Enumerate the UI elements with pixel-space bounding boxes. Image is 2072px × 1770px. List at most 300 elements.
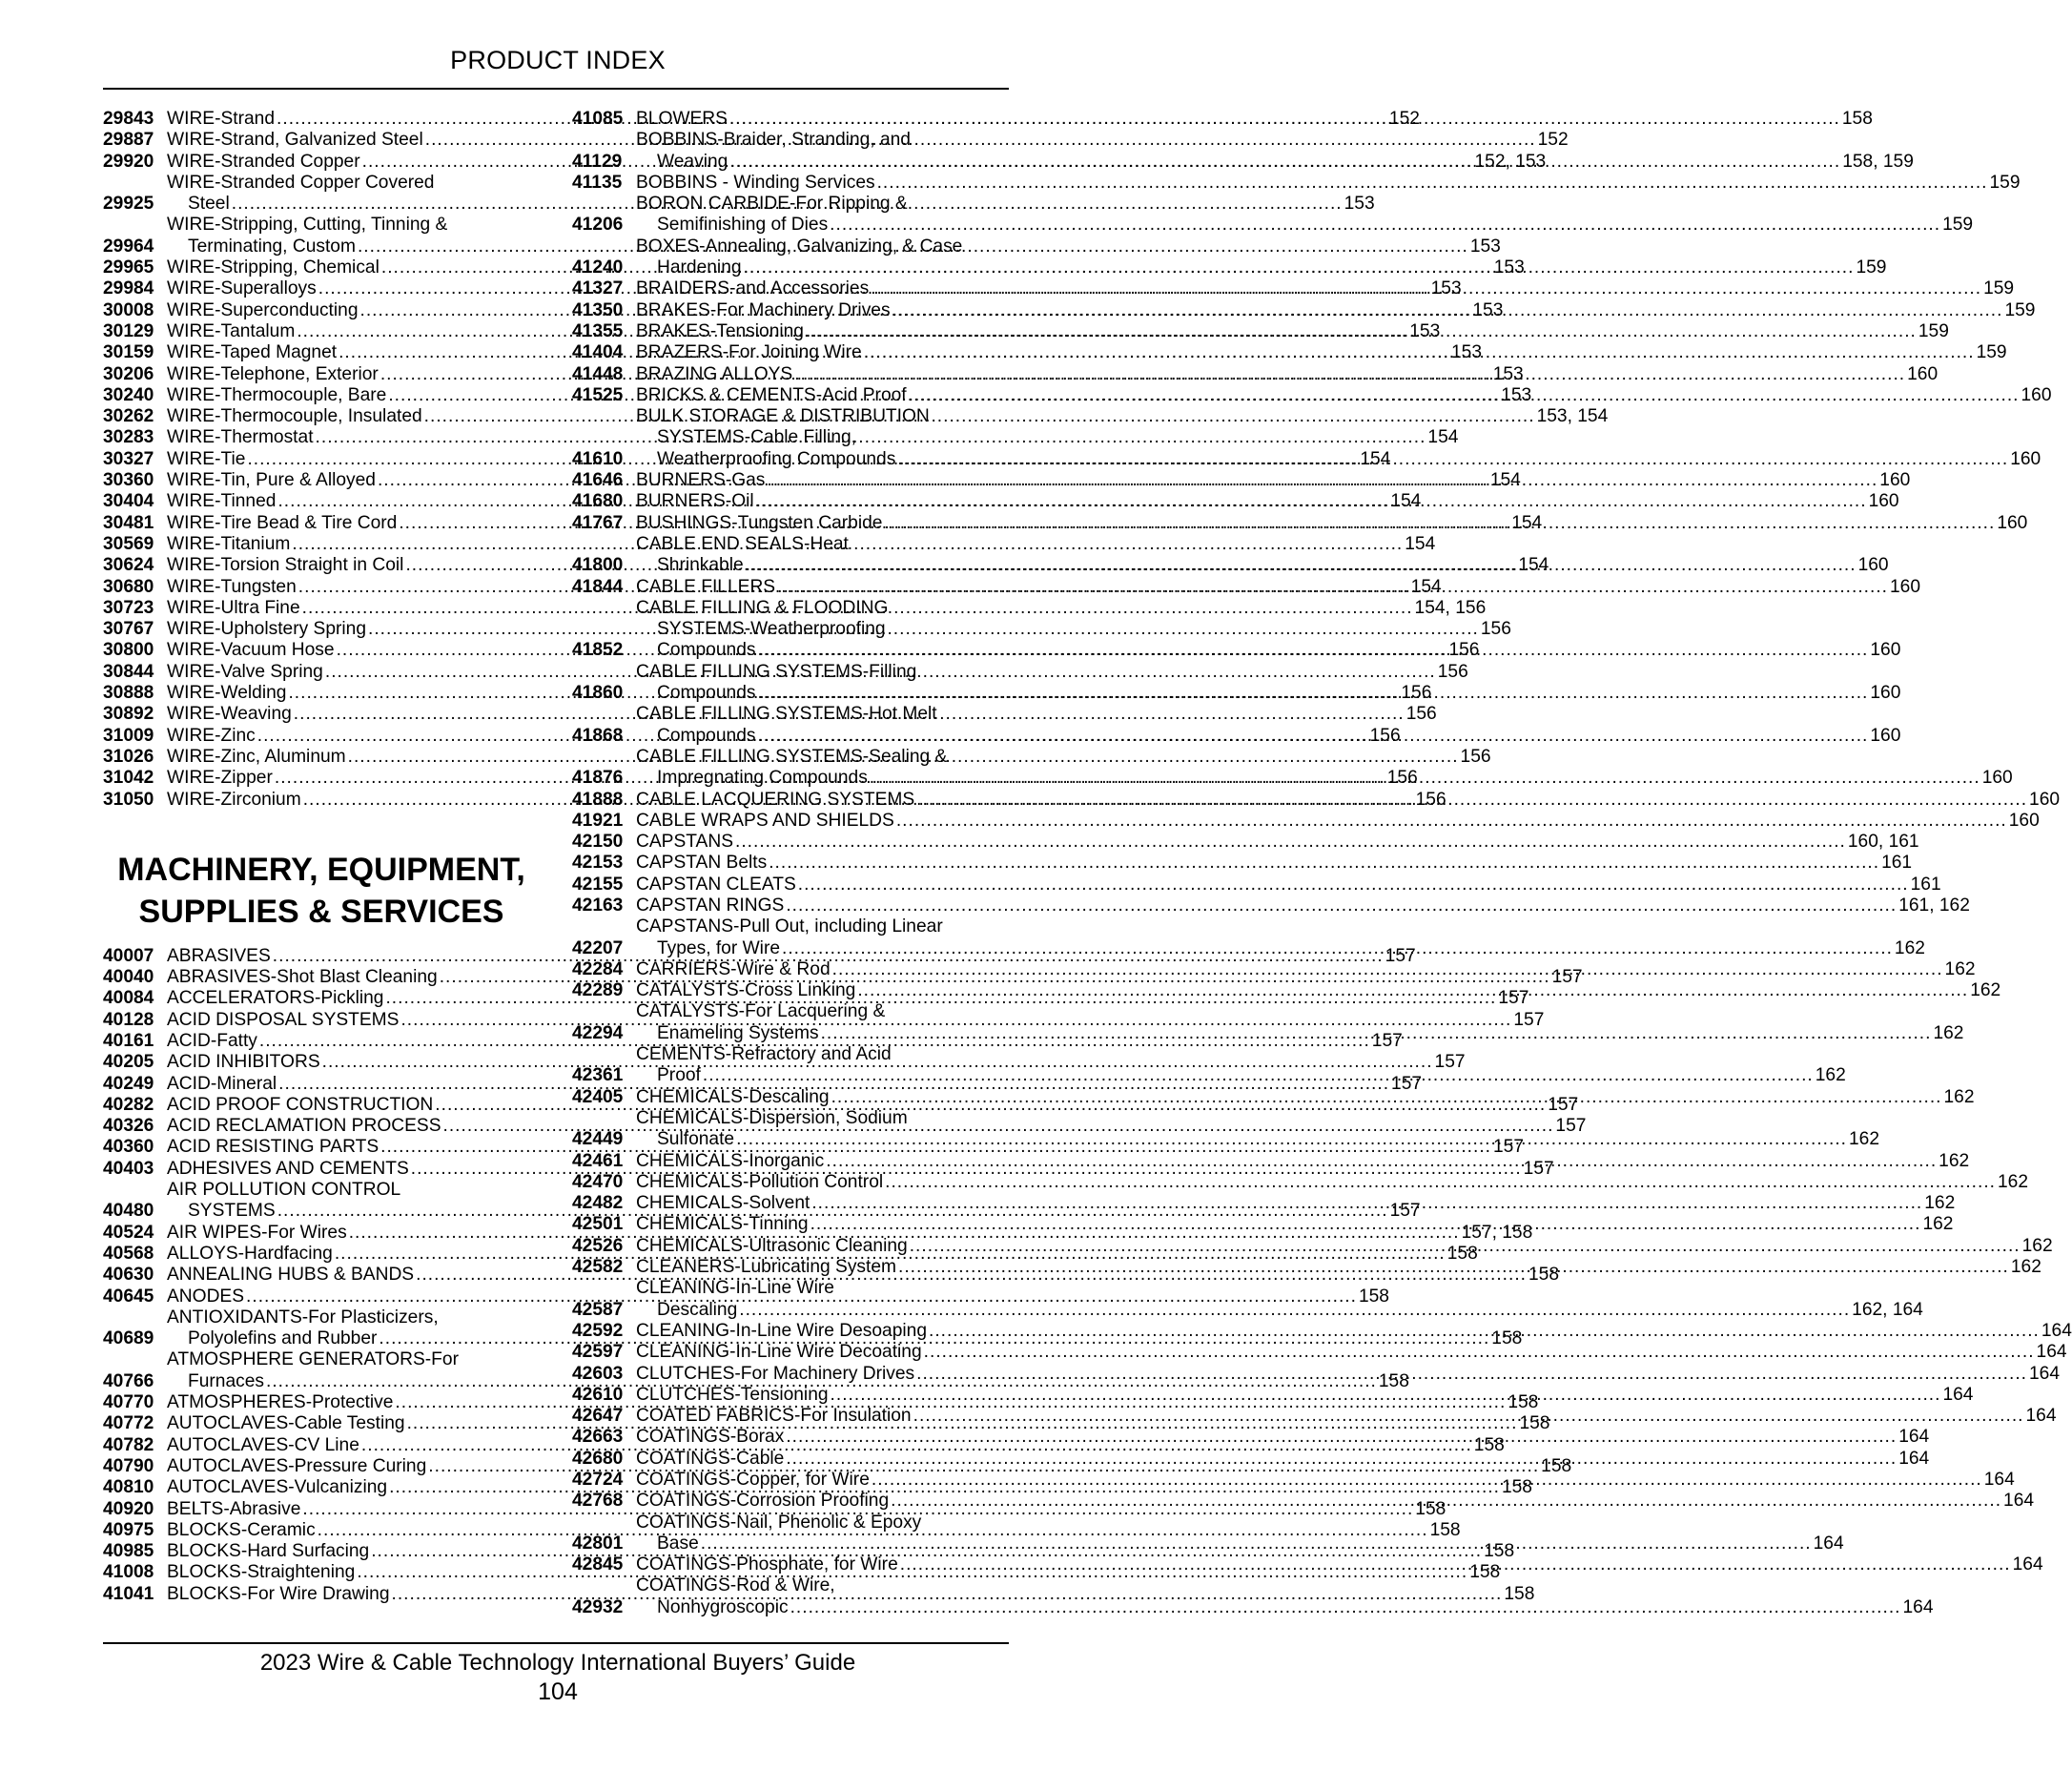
entry-page: 164 [2041, 1320, 2072, 1341]
entry-number: 42155 [572, 874, 624, 895]
dot-leader [744, 257, 1855, 278]
entry-page: 153 [1472, 299, 1504, 320]
entry-number: 29925 [103, 194, 154, 215]
entry-page: 157 [1551, 967, 1583, 988]
entry-label: WIRE-Zipper [167, 768, 273, 789]
entry-label: WIRE-Torsion Straight in Coil [167, 555, 404, 576]
entry-number: 40205 [103, 1052, 154, 1073]
entry-page: 159 [1983, 278, 2015, 299]
entry-page: 152 [1537, 130, 1569, 151]
entry-label: CAPSTANS-Pull Out, including Linear [636, 916, 943, 937]
entry-page: 161 [1881, 853, 1913, 874]
entry-number: 40326 [103, 1116, 154, 1137]
entry-label: ATMOSPHERES-Protective [167, 1392, 394, 1413]
dot-leader [831, 1385, 1941, 1406]
entry-number: 42801 [572, 1533, 624, 1554]
entry-page: 160 [1870, 640, 1901, 661]
entry-number: 40689 [103, 1328, 154, 1349]
entry-label: BURNERS-Gas [636, 470, 766, 491]
entry-label: BOBBINS - Winding Services [636, 172, 875, 193]
entry-page: 159 [1989, 172, 2021, 193]
entry-page: 160 [1981, 768, 2013, 789]
entry-label: BRAKES-For Machinery Drives [636, 299, 891, 320]
entry-label: COATINGS-Corrosion Proofing [636, 1491, 890, 1512]
entry-page: 159 [2004, 299, 2036, 320]
entry-label: Sulfonate [657, 1129, 735, 1150]
entry-page: 157 [1391, 1073, 1423, 1094]
dot-leader [769, 853, 1879, 874]
entry-page: 159 [1856, 257, 1887, 278]
dot-leader [871, 278, 1981, 299]
entry-page: 154 [1390, 491, 1422, 512]
entry-page: 162 [1815, 1065, 1846, 1086]
dot-leader [857, 980, 1968, 1001]
entry-page: 156 [1460, 746, 1491, 767]
entry-label: BOXES-Annealing, Galvanizing, & Case [636, 236, 963, 257]
entry-label: ACID RECLAMATION PROCESS [167, 1116, 441, 1137]
entry-page: 160 [1868, 491, 1899, 512]
entry-label: CATALYSTS-For Lacquering & [636, 1001, 886, 1022]
entry-label: WIRE-Valve Spring [167, 661, 323, 682]
entry-label: WIRE-Telephone, Exterior [167, 363, 379, 384]
dot-leader [786, 1427, 1897, 1448]
entry-label: WIRE-Tinned [167, 491, 277, 512]
entry-page: 158, 159 [1842, 151, 1914, 172]
entry-label: COATINGS-Borax [636, 1427, 785, 1448]
dot-leader [790, 1597, 1901, 1618]
entry-number: 42461 [572, 1150, 624, 1171]
dot-leader [798, 875, 1909, 895]
entry-number: 30008 [103, 299, 154, 320]
entry-page: 162 [1943, 1086, 1975, 1107]
dot-leader [739, 1300, 1850, 1321]
entry-number: 31050 [103, 789, 154, 810]
entry-label: WIRE-Upholstery Spring [167, 619, 366, 640]
entry-page: 161, 162 [1898, 895, 1970, 916]
entry-label: ADHESIVES AND CEMENTS [167, 1158, 409, 1179]
entry-page: 157 [1493, 1137, 1525, 1158]
entry-page: 162 [1922, 1214, 1954, 1235]
dot-leader [897, 449, 2008, 470]
entry-page: 153 [1450, 342, 1482, 363]
entry-label: CLEANING-In-Line Wire Desoaping [636, 1320, 927, 1341]
entry-number: 40161 [103, 1030, 154, 1051]
entry-page: 162 [1894, 937, 1925, 958]
entry-page: 164 [2003, 1491, 2035, 1512]
entry-label: CARRIERS-Wire & Rod [636, 958, 831, 979]
entry-label: BORON CARBIDE-For Ripping & [636, 194, 908, 215]
entry-label: CLUTCHES-Tensioning [636, 1384, 829, 1405]
entry-number: 42470 [572, 1171, 624, 1192]
entry-label: WIRE-Zirconium [167, 789, 301, 810]
section-title [103, 849, 540, 933]
index-entry [572, 810, 2040, 832]
entry-page: 158 [1528, 1265, 1560, 1286]
entry-label: CHEMICALS-Descaling [636, 1086, 830, 1107]
dot-leader [896, 811, 2007, 832]
entry-label: WIRE-Weaving [167, 704, 292, 725]
dot-leader [885, 1172, 1996, 1193]
entry-page: 162 [1924, 1193, 1956, 1214]
entry-number: 40766 [103, 1370, 154, 1391]
entry-page: 154 [1405, 533, 1436, 554]
dot-leader [892, 300, 2003, 321]
entry-label: BLOCKS-For Wire Drawing [167, 1583, 390, 1604]
entry-label: Descaling [657, 1299, 738, 1320]
entry-page: 164 [1813, 1533, 1844, 1554]
entry-page: 156 [1437, 661, 1468, 682]
entry-number: 30680 [103, 576, 154, 597]
entry-page: 157 [1385, 945, 1416, 966]
entry-number: 40770 [103, 1392, 154, 1413]
entry-number: 31009 [103, 725, 154, 746]
entry-number: 30360 [103, 470, 154, 491]
entry-number: 30240 [103, 384, 154, 405]
entry-number: 41327 [572, 278, 624, 299]
entry-label: BRICKS & CEMENTS-Acid Proof [636, 384, 907, 405]
dot-leader [729, 152, 1840, 173]
entry-page: 160 [1907, 363, 1939, 384]
entry-label: Enameling Systems [657, 1022, 819, 1043]
entry-label: CAPSTANS [636, 832, 733, 853]
entry-label: CABLE END SEALS-Heat [636, 533, 849, 554]
entry-page: 160 [2008, 810, 2040, 831]
entry-number: 40985 [103, 1541, 154, 1562]
entry-number: 41680 [572, 491, 624, 512]
entry-label: ACID-Fatty [167, 1030, 257, 1051]
entry-page: 157 [1523, 1158, 1554, 1179]
entry-number: 42526 [572, 1235, 624, 1256]
entry-page: 153 [1493, 257, 1525, 278]
entry-page: 160 [1997, 512, 2028, 533]
entry-page: 158 [1841, 109, 1873, 129]
entry-number: 30283 [103, 427, 154, 448]
entry-page: 160 [1870, 683, 1901, 704]
entry-label: WIRE-Thermostat [167, 427, 314, 448]
dot-leader [821, 1023, 1932, 1044]
entry-label: Compounds [657, 725, 756, 746]
entry-label: COATINGS-Phosphate, for Wire [636, 1554, 898, 1575]
dot-leader [786, 1449, 1897, 1470]
entry-label: BURNERS-Oil [636, 491, 754, 512]
entry-number: 29965 [103, 257, 154, 278]
dot-leader [735, 832, 1846, 853]
entry-label: BRAZING ALLOYS [636, 363, 793, 384]
entry-label: Base [657, 1533, 699, 1554]
entry-label: WIRE-Stranded Copper Covered [167, 172, 435, 193]
entry-number: 42294 [572, 1022, 624, 1043]
entry-label: CHEMICALS-Tinning [636, 1214, 809, 1235]
entry-number: 40630 [103, 1265, 154, 1286]
entry-page: 153 [1492, 363, 1524, 384]
dot-leader [703, 1065, 1814, 1086]
entry-label: SYSTEMS [188, 1201, 276, 1222]
dot-leader [910, 1236, 2021, 1257]
entry-number: 42582 [572, 1257, 624, 1278]
entry-number: 41355 [572, 320, 624, 341]
entry-label: BULK STORAGE & DISTRIBUTION [636, 406, 930, 427]
dot-leader [916, 790, 2027, 811]
entry-number: 42663 [572, 1427, 624, 1448]
dot-leader [924, 1342, 2035, 1363]
entry-label: ACID PROOF CONSTRUCTION [167, 1094, 434, 1115]
entry-label: SYSTEMS-Weatherproofing [657, 619, 886, 640]
entry-page: 164 [2012, 1554, 2043, 1575]
entry-page: 157 [1434, 1052, 1466, 1073]
entry-number: 30800 [103, 640, 154, 661]
entry-label: SYSTEMS-Cable Filling, [657, 427, 856, 448]
entry-label: Steel [188, 194, 230, 215]
entry-number: 42405 [572, 1086, 624, 1107]
dot-leader [929, 1321, 2040, 1342]
entry-label: COATINGS-Rod & Wire, [636, 1575, 835, 1596]
entry-number: 41844 [572, 576, 624, 597]
entry-number: 41525 [572, 384, 624, 405]
entry-page: 160 [2029, 789, 2061, 810]
dot-leader [900, 1554, 2011, 1575]
entry-label: CABLE FILLING SYSTEMS-Sealing & [636, 746, 948, 767]
entry-number: 30888 [103, 683, 154, 704]
entry-number: 41767 [572, 512, 624, 533]
entry-label: ACCELERATORS-Pickling [167, 988, 384, 1009]
entry-page: 154 [1518, 555, 1549, 576]
entry-label: CAPSTAN RINGS [636, 895, 785, 916]
entry-label: Hardening [657, 257, 742, 278]
section-title-line-1: MACHINERY, EQUIPMENT, [117, 851, 525, 888]
entry-number: 42361 [572, 1065, 624, 1086]
entry-number: 30844 [103, 661, 154, 682]
entry-label: CHEMICALS-Dispersion, Sodium [636, 1107, 908, 1128]
entry-number: 41876 [572, 768, 624, 789]
dot-leader [757, 640, 1868, 661]
entry-page: 154, 156 [1414, 597, 1487, 618]
footer-title: 2023 Wire & Cable Technology International Buyers’ Guide [259, 1650, 856, 1676]
entry-page: 156 [1369, 725, 1401, 746]
entry-number: 30262 [103, 406, 154, 427]
entry-page: 154 [1489, 470, 1521, 491]
entry-label: ATMOSPHERE GENERATORS-For [167, 1349, 459, 1370]
index-entry [572, 895, 1970, 916]
entry-label: WIRE-Welding [167, 683, 287, 704]
entry-label: Proof [657, 1065, 701, 1086]
entry-label: WIRE-Tie [167, 448, 246, 469]
entry-number: 41350 [572, 299, 624, 320]
entry-page: 164 [1902, 1596, 1934, 1617]
entry-number: 42610 [572, 1384, 624, 1405]
index-entry [572, 172, 2021, 194]
entry-label: AUTOCLAVES-Vulcanizing [167, 1477, 388, 1498]
entry-page: 158 [1415, 1498, 1446, 1519]
entry-page: 157 [1555, 1116, 1587, 1137]
entry-number: 30206 [103, 363, 154, 384]
entry-number: 42647 [572, 1406, 624, 1427]
dot-leader [811, 1193, 1922, 1214]
entry-number: 41888 [572, 789, 624, 810]
index-entry [572, 874, 1941, 895]
entry-label: Semifinishing of Dies [657, 215, 829, 236]
entry-page: 158 [1484, 1541, 1515, 1562]
entry-number: 40810 [103, 1477, 154, 1498]
entry-label: ANTIOXIDANTS-For Plasticizers, [167, 1307, 439, 1328]
entry-label: WIRE-Superconducting [167, 299, 359, 320]
entry-number: 41860 [572, 683, 624, 704]
entry-page: 160 [1890, 576, 1921, 597]
entry-label: WIRE-Vacuum Hose [167, 640, 335, 661]
dot-leader [898, 1257, 2009, 1278]
entry-number: 41008 [103, 1562, 154, 1583]
entry-number: 41610 [572, 448, 624, 469]
entry-number: 40040 [103, 967, 154, 988]
entry-label: WIRE-Stripping, Cutting, Tinning & [167, 215, 448, 236]
entry-number: 31042 [103, 768, 154, 789]
entry-label: COATINGS-Copper, for Wire [636, 1470, 870, 1490]
entry-page: 158 [1378, 1370, 1409, 1391]
entry-label: BLOCKS-Straightening [167, 1562, 356, 1583]
entry-number: 41129 [572, 151, 623, 172]
entry-label: Furnaces [188, 1370, 264, 1391]
entry-page: 152, 153 [1474, 151, 1547, 172]
entry-label: AUTOCLAVES-Pressure Curing [167, 1455, 427, 1476]
entry-label: ABRASIVES [167, 945, 271, 966]
entry-number: 40975 [103, 1519, 154, 1540]
dot-leader [864, 342, 1975, 363]
entry-number: 40360 [103, 1137, 154, 1158]
entry-number: 41041 [103, 1583, 154, 1604]
entry-number: 42768 [572, 1491, 624, 1512]
entry-number: 42482 [572, 1193, 624, 1214]
entry-label: WIRE-Titanium [167, 533, 291, 554]
entry-label: CAPSTAN Belts [636, 853, 768, 874]
entry-page: 164 [1983, 1470, 2015, 1490]
entry-number: 40480 [103, 1201, 154, 1222]
entry-label: ACID INHIBITORS [167, 1052, 320, 1073]
entry-label: WIRE-Zinc, Aluminum [167, 746, 346, 767]
page-title: PRODUCT INDEX [450, 46, 666, 74]
entry-label: WIRE-Tire Bead & Tire Cord [167, 512, 398, 533]
dot-leader [831, 1087, 1942, 1108]
entry-page: 164 [1898, 1427, 1930, 1448]
entry-label: CHEMICALS-Inorganic [636, 1150, 825, 1171]
entry-number: 41646 [572, 470, 624, 491]
entry-label: CLEANING-In-Line Wire Decoating [636, 1342, 922, 1363]
entry-number: 41852 [572, 640, 624, 661]
entry-number: 40007 [103, 945, 154, 966]
entry-page: 162 [2010, 1257, 2041, 1278]
dot-leader [777, 577, 1888, 598]
entry-page: 164 [2025, 1406, 2057, 1427]
header-rule [103, 88, 1009, 90]
entry-number: 42449 [572, 1129, 624, 1150]
entry-page: 158 [1508, 1392, 1539, 1413]
entry-label: Nonhygroscopic [657, 1596, 789, 1617]
entry-number: 42501 [572, 1214, 624, 1235]
dot-leader [756, 491, 1867, 512]
entry-number: 30481 [103, 512, 154, 533]
entry-page: 164 [2036, 1342, 2067, 1363]
dot-leader [767, 470, 1877, 491]
entry-number: 40128 [103, 1009, 154, 1030]
entry-label: ALLOYS-Hardfacing [167, 1243, 333, 1264]
entry-number: 40782 [103, 1434, 154, 1455]
entry-label: ABRASIVES-Shot Blast Cleaning [167, 967, 438, 988]
entry-label: ANODES [167, 1286, 245, 1307]
entry-page: 157, 158 [1461, 1222, 1533, 1243]
entry-page: 162, 164 [1852, 1299, 1923, 1320]
entry-label: AUTOCLAVES-CV Line [167, 1434, 359, 1455]
entry-page: 164 [1942, 1384, 1974, 1405]
entry-page: 160 [1870, 725, 1901, 746]
entry-label: AUTOCLAVES-Cable Testing [167, 1413, 405, 1434]
entry-page: 158 [1473, 1434, 1505, 1455]
entry-label: CLEANING-In-Line Wire [636, 1278, 834, 1299]
entry-label: WIRE-Stranded Copper [167, 151, 360, 172]
entry-page: 157 [1548, 1094, 1579, 1115]
entry-label: CABLE WRAPS AND SHIELDS [636, 810, 894, 831]
dot-leader [757, 726, 1868, 747]
entry-number: 30892 [103, 704, 154, 725]
dot-leader [786, 895, 1897, 916]
entry-page: 153 [1501, 384, 1532, 405]
dot-leader [757, 683, 1868, 704]
entry-page: 162 [1944, 958, 1976, 979]
entry-label: ACID RESISTING PARTS [167, 1137, 380, 1158]
footer-rule [103, 1642, 1009, 1644]
entry-page: 157 [1498, 988, 1529, 1009]
entry-page: 158 [1519, 1413, 1550, 1434]
entry-label: CABLE LACQUERING SYSTEMS [636, 789, 915, 810]
entry-page: 157 [1371, 1030, 1403, 1051]
entry-number: 42932 [572, 1596, 624, 1617]
dot-leader [729, 109, 1840, 130]
entry-number: 41921 [572, 810, 624, 831]
entry-page: 156 [1405, 704, 1437, 725]
entry-label: Weatherproofing Compounds [657, 448, 896, 469]
entry-number: 42724 [572, 1470, 624, 1490]
entry-label: CLEANERS-Lubricating System [636, 1257, 896, 1278]
entry-page: 160 [2010, 448, 2041, 469]
entry-number: 42163 [572, 895, 624, 916]
entry-number: 42153 [572, 853, 624, 874]
entry-page: 164 [1898, 1448, 1930, 1469]
entry-label: BLOWERS [636, 109, 728, 129]
entry-label: BLOCKS-Hard Surfacing [167, 1541, 370, 1562]
entry-page: 153 [1469, 236, 1501, 257]
entry-number: 41135 [572, 172, 623, 193]
entry-number: 29984 [103, 278, 154, 299]
entry-page: 159 [1942, 215, 1974, 236]
dot-leader [810, 1214, 1921, 1235]
entry-label: Impregnating Compounds [657, 768, 868, 789]
entry-label: CHEMICALS-Solvent [636, 1193, 810, 1214]
entry-label: BLOCKS-Ceramic [167, 1519, 316, 1540]
entry-number: 29920 [103, 151, 154, 172]
dot-leader [782, 938, 1893, 959]
entry-label: WIRE-Tantalum [167, 320, 296, 341]
entry-label: ACID DISPOSAL SYSTEMS [167, 1009, 400, 1030]
index-entry [572, 1342, 2067, 1363]
dot-leader [736, 1129, 1847, 1150]
entry-number: 40920 [103, 1498, 154, 1519]
entry-label: WIRE-Tungsten [167, 576, 297, 597]
entry-number: 29964 [103, 236, 154, 257]
entry-label: WIRE-Tin, Pure & Alloyed [167, 470, 376, 491]
entry-page: 154 [1427, 427, 1459, 448]
entry-label: AIR POLLUTION CONTROL [167, 1180, 401, 1201]
entry-page: 153 [1409, 320, 1441, 341]
entry-page: 162 [1998, 1171, 2029, 1192]
entry-number: 30129 [103, 320, 154, 341]
dot-leader [806, 321, 1917, 342]
